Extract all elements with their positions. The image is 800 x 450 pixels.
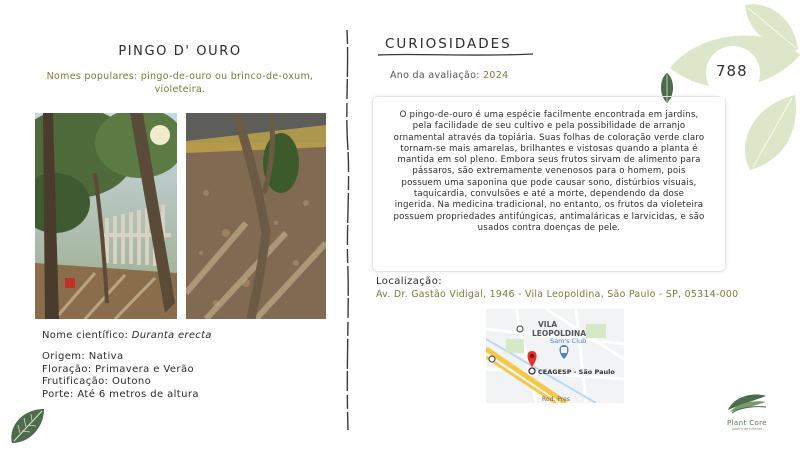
plant-photo-2: [186, 113, 326, 319]
scientific-name: [42, 330, 212, 341]
leaf-bottom-left-icon: [8, 405, 48, 447]
popular-names: Nomes populares: pingo-de-ouro ou brinco-de-oxum, violeteira.: [46, 71, 314, 95]
evaluation-year: [390, 70, 508, 81]
curiosities-title: CURIOSIDADES: [385, 36, 512, 52]
scientific-value: Duranta erecta: [131, 330, 212, 341]
brand-tagline: jardim de plantas: [731, 427, 763, 431]
map-road-label: Rod. Pres: [542, 396, 570, 403]
plant-core-logo-icon: [726, 390, 768, 414]
title-underline: [378, 52, 533, 58]
brand-logo: [722, 390, 772, 431]
map-district-1: VILA: [538, 320, 558, 329]
badge-number: 788: [716, 62, 748, 80]
curiosities-text: O pingo-de-ouro é uma espécie facilmente encontrada em jardins, pela facilidade de seu cultivo e pela possibilidade de arranjo ornamental através da topiária. Suas folhas de coloração verde claro tornam-se mais amarelas, brilhantes e vistosas quando a planta é mantida em sol pleno. Embora seus frutos sirvam de alimento para pássaros, são extremamente venenosos para o homem, pois possuem uma saponina que pode causar sono, distúrbios visuais, taquicardia, convulsões e até a morte, dependendo da dose ingerida. Na medicina tradicional, no entanto, os frutos da violeteira possuem propriedades antifúngicas, antimaláricas e larvicidas, e são usados contra doenças de pele.: [393, 110, 705, 233]
fact-origin: Origem: Nativa: [42, 351, 124, 362]
year-label: Ano da avaliação:: [390, 70, 480, 81]
location-map[interactable]: [486, 309, 624, 403]
location-label: Localização:: [376, 276, 442, 287]
brand-name: Plant Core: [726, 419, 768, 427]
map-store-label: Sam's Club: [550, 337, 587, 345]
leaves-decoration-icon: [660, 0, 800, 175]
map-district-2: LEOPOLDINA: [532, 329, 587, 338]
plant-name-heading: PINGO D' OURO: [118, 44, 242, 59]
fact-size: Porte: Até 6 metros de altura: [42, 388, 199, 400]
fact-fruiting: Frutificação: Outono: [42, 376, 152, 387]
plant-photo-1: [35, 113, 177, 319]
plant-facts: [42, 351, 199, 401]
location-address: Av. Dr. Gastão Vidigal, 1946 - Vila Leopoldina, São Paulo - SP, 05314-000: [376, 289, 739, 300]
fact-flowering: Floração: Primavera e Verão: [42, 363, 194, 375]
vertical-divider: [340, 30, 356, 430]
scientific-label: Nome científico:: [42, 330, 129, 341]
year-value: 2024: [483, 70, 509, 81]
map-pin-label: CEAGESP - São Paulo: [538, 368, 615, 376]
